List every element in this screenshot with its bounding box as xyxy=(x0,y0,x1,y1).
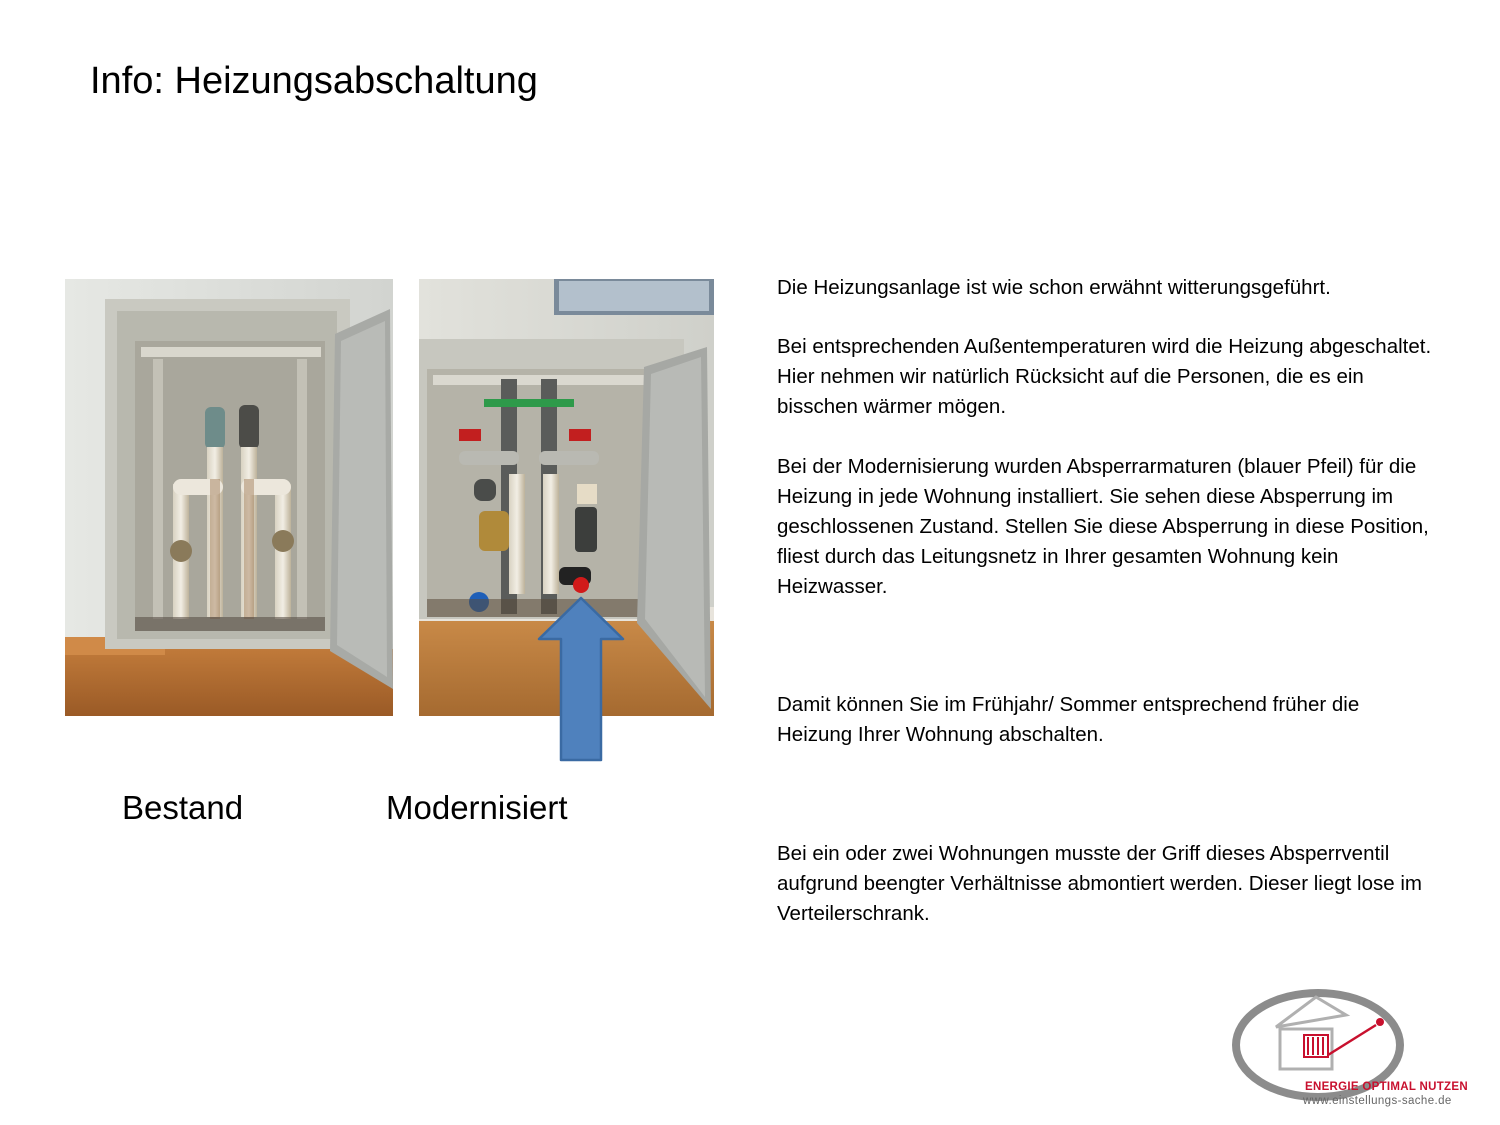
logo-url-text: www.einstellungs-sache.de xyxy=(1303,1095,1452,1107)
paragraph-4: Damit können Sie im Frühjahr/ Sommer entsprechend früher die Heizung Ihrer Wohnung abschalten. xyxy=(777,693,1360,746)
slide-title: Info: Heizungsabschaltung xyxy=(90,60,538,102)
caption-bestand: Bestand xyxy=(122,789,244,826)
photo-bestand xyxy=(65,279,393,716)
paragraph-2: Bei entsprechenden Außentemperaturen wird die Heizung abgeschaltet. Hier nehmen wir natürlich Rücksicht auf die Personen, die es ein bisschen wärmer mögen. xyxy=(777,335,1432,418)
caption-modernisiert: Modernisiert xyxy=(386,789,568,826)
blue-arrow-icon xyxy=(537,596,625,764)
paragraph-3: Bei der Modernisierung wurden Absperrarmaturen (blauer Pfeil) für die Heizung in jede Wohnung installiert. Sie sehen diese Absperrung im geschlossenen Zustand. Stellen Sie diese Absperrung in diese Position, fliest durch das Leitungsnetz in Ihrer gesamten Wohnung kein Heizwasser. xyxy=(777,455,1429,598)
paragraph-5: Bei ein oder zwei Wohnungen musste der Griff dieses Absperrventil aufgrund beengter Verhältnisse abmontiert werden. Dieser liegt lose im Verteilerschrank. xyxy=(777,842,1422,925)
logo-brand-text: ENERGIE OPTIMAL NUTZEN xyxy=(1305,1081,1468,1093)
paragraph-1: Die Heizungsanlage ist wie schon erwähnt witterungsgeführt. xyxy=(777,276,1331,299)
